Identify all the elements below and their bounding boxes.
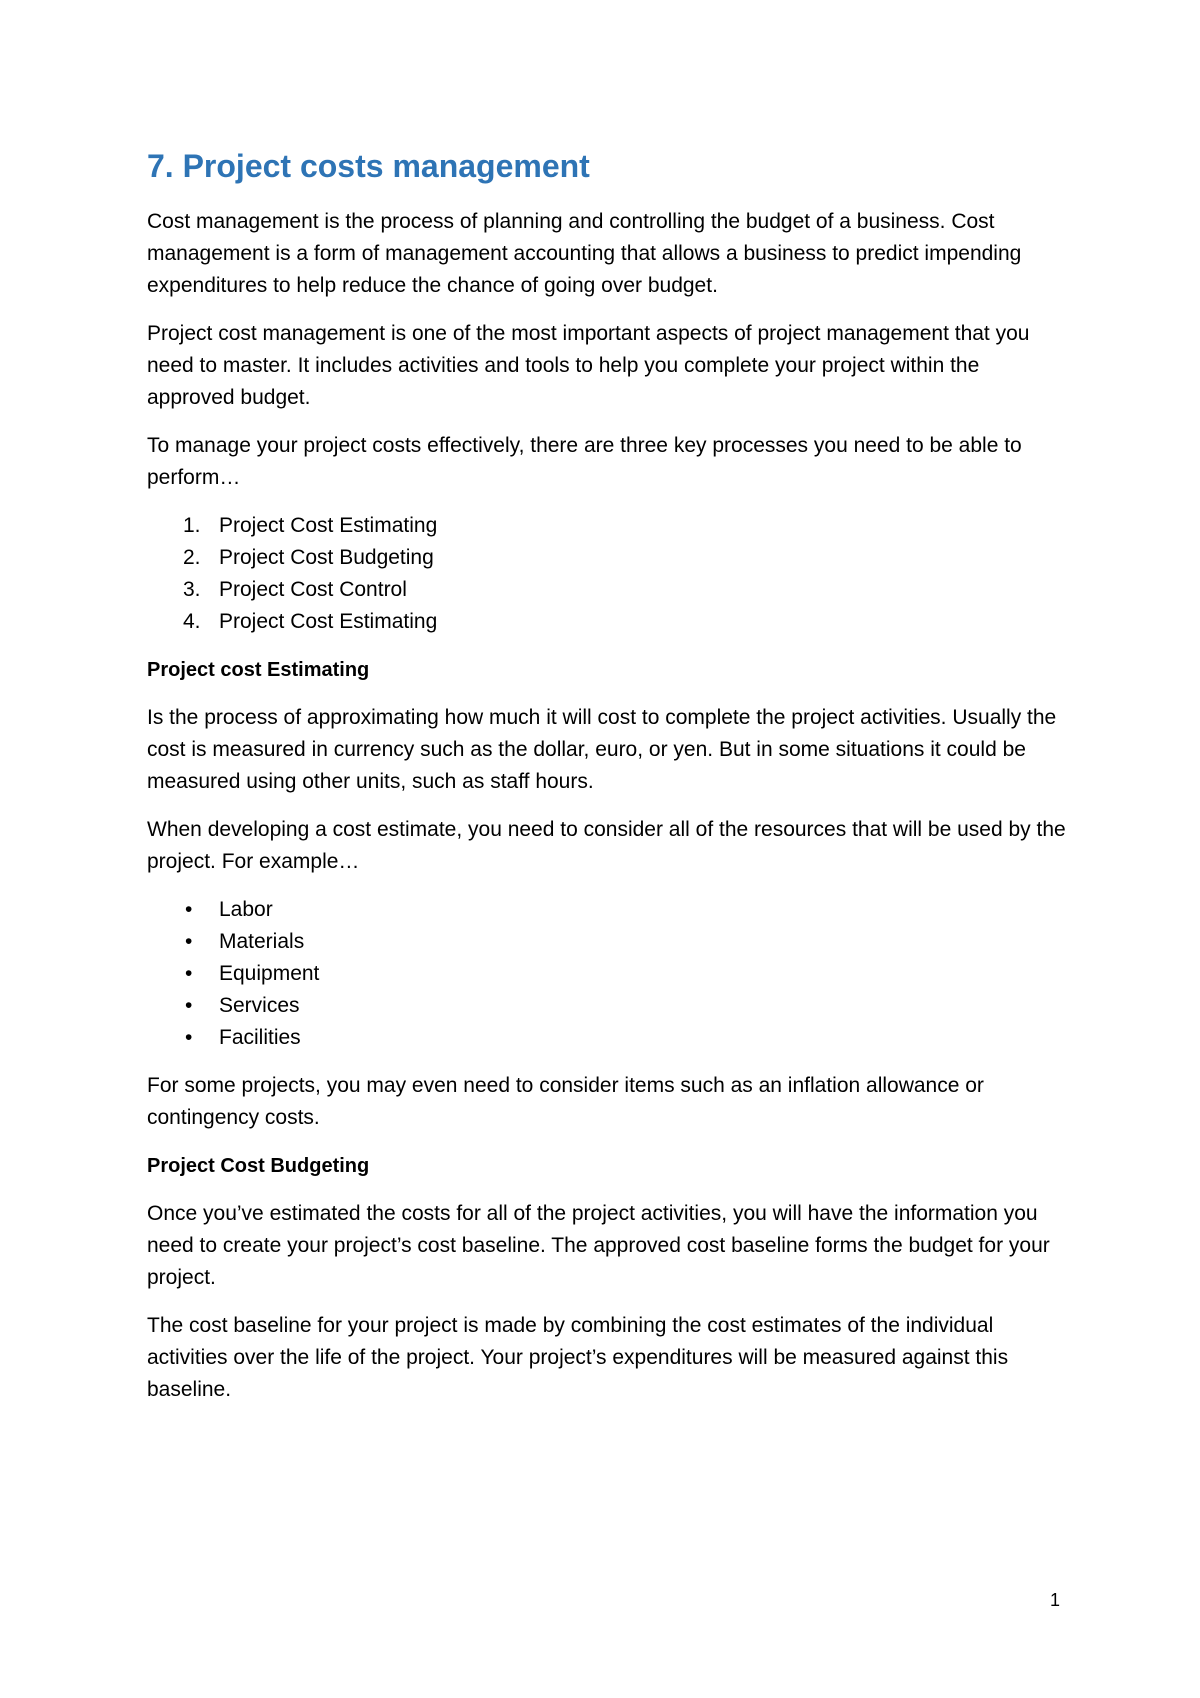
estimating-paragraph-1: Is the process of approximating how much it will cost to complete the project activities. Usually the cost is measured in currency such as the dollar, euro, or yen. But in some situations it could be measured using other units, such as staff hours. xyxy=(147,706,1057,793)
intro-paragraph-3: To manage your project costs effectively, there are three key processes you need to be able to perform… xyxy=(147,434,1022,489)
process-list xyxy=(147,510,1067,638)
intro-paragraph-1: Cost management is the process of planning and controlling the budget of a business. Cost management is a form of management accounting that allows a business to predict impending expenditures to help reduce the chance of going over budget. xyxy=(147,210,1022,297)
list-item-text: Project Cost Estimating xyxy=(219,514,438,537)
list-item xyxy=(147,990,1067,1022)
budgeting-paragraph-2: The cost baseline for your project is made by combining the cost estimates of the individual activities over the life of the project. Your project’s expenditures will be measured against this baseline. xyxy=(147,1314,1009,1401)
estimating-closing-paragraph: For some projects, you may even need to consider items such as an inflation allowance or contingency costs. xyxy=(147,1074,984,1129)
list-item-text: Labor xyxy=(219,898,273,921)
list-item xyxy=(147,510,1067,542)
list-item xyxy=(147,926,1067,958)
list-item xyxy=(147,606,1067,638)
list-item xyxy=(147,542,1067,574)
list-item xyxy=(147,574,1067,606)
page-number: 1 xyxy=(1050,1590,1061,1610)
list-item-text: Equipment xyxy=(219,962,320,985)
resources-list xyxy=(147,894,1067,1054)
list-item xyxy=(147,958,1067,990)
page-title: 7. Project costs management xyxy=(147,148,590,184)
page-content xyxy=(147,146,1067,1422)
estimating-paragraph-2: When developing a cost estimate, you need to consider all of the resources that will be used by the project. For example… xyxy=(147,818,1066,873)
list-number: 3. xyxy=(183,578,201,601)
bullet-icon: • xyxy=(185,962,193,985)
list-item-text: Services xyxy=(219,994,300,1017)
budgeting-paragraph-1: Once you’ve estimated the costs for all of the project activities, you will have the information you need to create your project’s cost baseline. The approved cost baseline forms the budget for your project. xyxy=(147,1202,1050,1289)
bullet-icon: • xyxy=(185,930,193,953)
list-item-text: Project Cost Budgeting xyxy=(219,546,434,569)
intro-paragraph-2: Project cost management is one of the most important aspects of project management that you need to master. It includes activities and tools to help you complete your project within the approved budget. xyxy=(147,322,1030,409)
section-heading-estimating: Project cost Estimating xyxy=(147,659,370,681)
list-item-text: Materials xyxy=(219,930,305,953)
list-number: 4. xyxy=(183,610,201,633)
section-heading-budgeting: Project Cost Budgeting xyxy=(147,1155,370,1177)
list-item-text: Facilities xyxy=(219,1026,301,1049)
bullet-icon: • xyxy=(185,898,193,921)
list-item xyxy=(147,894,1067,926)
list-item-text: Project Cost Estimating xyxy=(219,610,438,633)
bullet-icon: • xyxy=(185,1026,193,1049)
list-number: 2. xyxy=(183,546,201,569)
bullet-icon: • xyxy=(185,994,193,1017)
list-item xyxy=(147,1022,1067,1054)
list-number: 1. xyxy=(183,514,201,537)
list-item-text: Project Cost Control xyxy=(219,578,407,601)
